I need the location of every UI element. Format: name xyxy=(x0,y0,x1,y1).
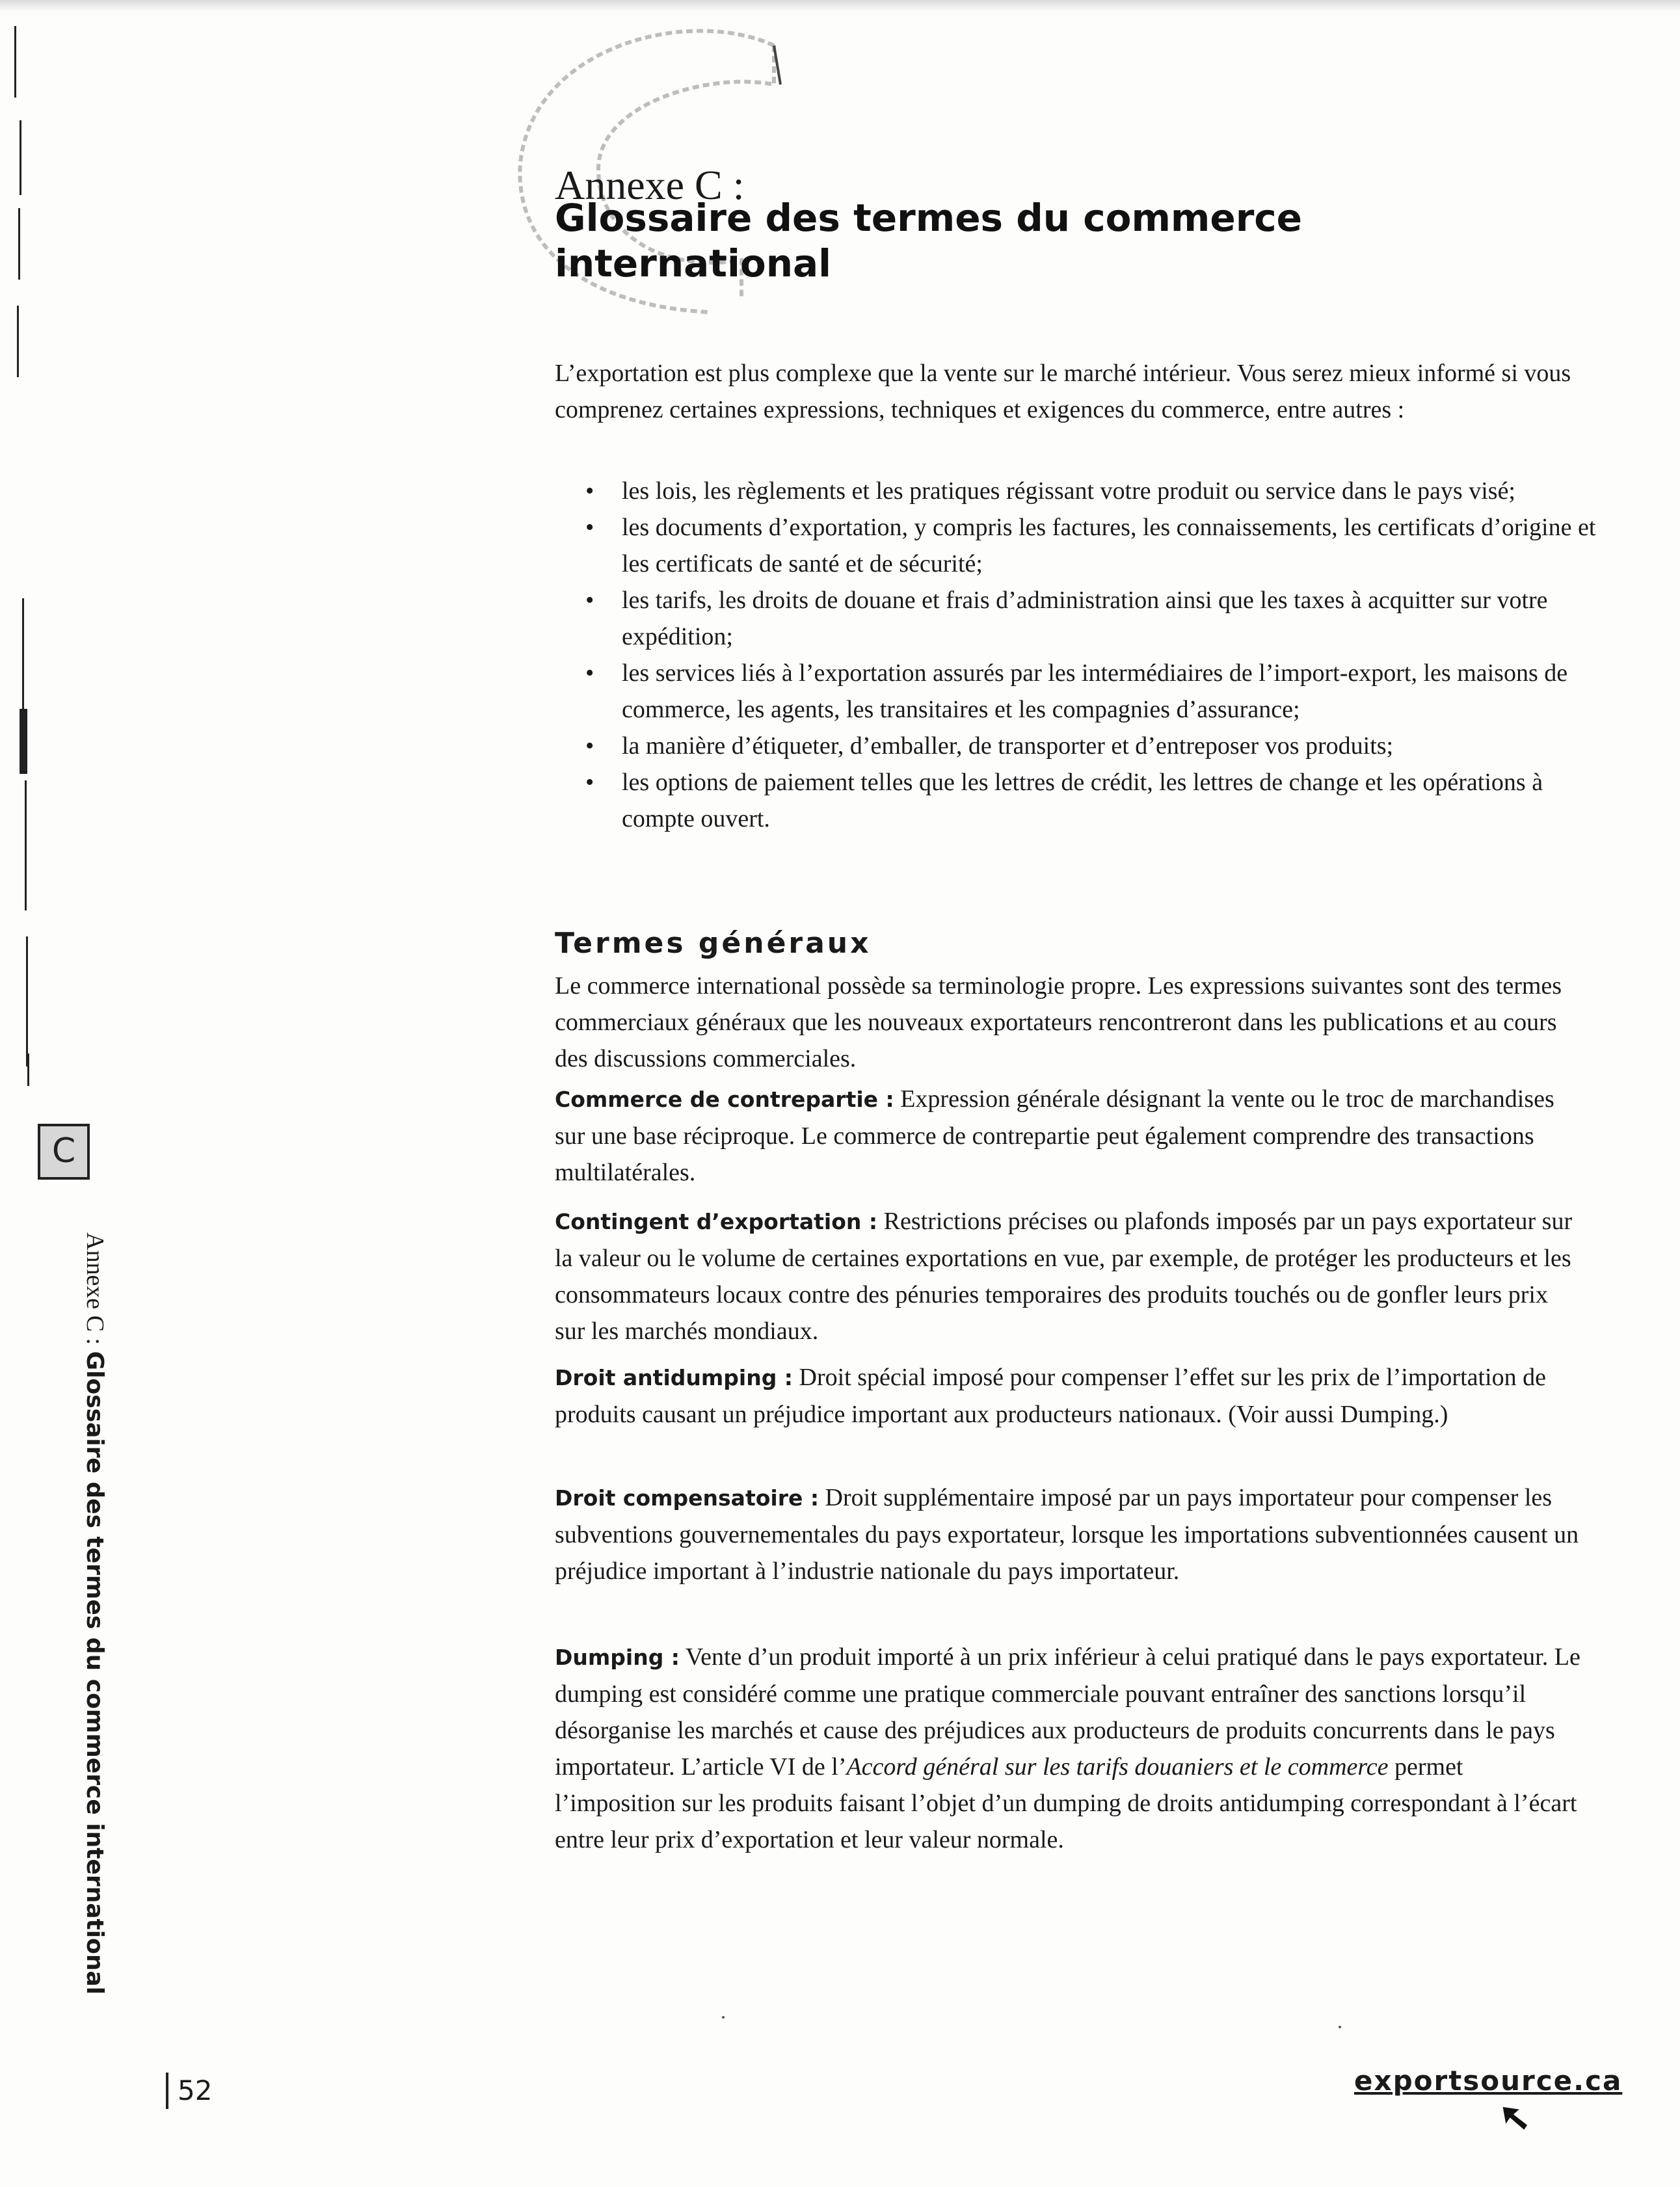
list-item-text: les documents d’exportation, y compris les factures, les connaissements, les certificats d’origine et les certificats de santé et de sécurité; xyxy=(622,514,1596,577)
glossary-entry xyxy=(555,1081,1582,1191)
vertical-title-prefix: Annexe C : xyxy=(81,1232,109,1345)
bullet-icon: • xyxy=(585,587,594,614)
scan-edge-line xyxy=(17,306,19,377)
scan-edge-line xyxy=(22,598,24,715)
scan-edge-line xyxy=(18,208,20,280)
glossary-definition: Expression générale désignant la vente ou le troc de marchandises sur une base réciproque. Le commerce de contrepartie peut également comprendre des transactions multilatérales. xyxy=(555,1085,1554,1186)
bullet-icon: • xyxy=(585,514,594,541)
list-item xyxy=(585,473,1613,509)
scan-edge-line xyxy=(26,936,28,1067)
bullet-icon: • xyxy=(585,477,594,505)
bullet-icon: • xyxy=(585,732,594,760)
glossary-definition: Vente d’un produit importé à un prix inférieur à celui pratiqué dans le pays exportateur. Le dumping est considéré comme une pratique commerciale pouvant entraîner des sanctions lorsqu’il désorganise les marchés et cause des préjudices aux producteurs de produits concurrents dans le pays importateur. L’article VI de l’ xyxy=(555,1643,1580,1781)
glossary-term: Commerce de contrepartie : xyxy=(555,1087,894,1112)
bullet-icon: • xyxy=(585,769,594,796)
arrow-cursor-icon xyxy=(1502,2102,1535,2134)
scan-speck xyxy=(722,2016,725,2019)
glossary-definition: Restrictions précises ou plafonds imposés par un pays exportateur sur la valeur ou le volume de certaines exportations en vue, par exemple, de protéger les producteurs et les consommateurs locaux contre des pénuries temporaires des produits touchés ou de gonfler leurs prix sur les marchés mondiaux. xyxy=(555,1208,1573,1345)
list-item xyxy=(585,655,1613,728)
glossary-definition-italic: Accord général sur les tarifs douaniers et le commerce xyxy=(846,1753,1389,1781)
scan-edge-line xyxy=(20,709,27,774)
list-item xyxy=(585,764,1613,837)
list-item xyxy=(585,728,1613,764)
scan-edge-line xyxy=(14,26,16,98)
vertical-title-text: Glossaire des termes du commerce international xyxy=(81,1351,108,1995)
list-item-text: les tarifs, les droits de douane et frais d’administration ainsi que les taxes à acquitter sur votre expédition; xyxy=(622,587,1548,650)
list-item xyxy=(585,582,1613,655)
glossary-entry xyxy=(555,1359,1582,1433)
list-item-text: les services liés à l’exportation assurés par les intermédiaires de l’import-export, les maisons de commerce, les agents, les transitaires et les compagnies d’assurance; xyxy=(622,659,1568,723)
glossary-entry xyxy=(555,1203,1582,1349)
glossary-entry xyxy=(555,1639,1582,1858)
requirements-list xyxy=(585,473,1613,837)
scan-edge-line xyxy=(20,120,21,195)
glossary-entry xyxy=(555,1479,1582,1589)
scan-speck xyxy=(1339,2026,1341,2028)
chapter-tab-letter: C xyxy=(38,1124,90,1180)
annexe-label: Annexe C : xyxy=(555,162,745,208)
page-number: 52 xyxy=(166,2073,212,2109)
glossary-definition: permet l’imposition sur les produits faisant l’objet d’un dumping de droits antidumping correspondant à l’écart entre leur prix d’exportation et leur valeur normale. xyxy=(555,1753,1577,1853)
bullet-icon: • xyxy=(585,659,594,687)
glossary-term: Dumping : xyxy=(555,1645,680,1670)
vertical-running-title xyxy=(81,1232,109,1995)
glossary-term: Droit compensatoire : xyxy=(555,1485,820,1511)
list-item-text: les options de paiement telles que les lettres de crédit, les lettres de change et les opérations à compte ouvert. xyxy=(622,769,1543,832)
list-item-text: les lois, les règlements et les pratiques régissant votre produit ou service dans le pays visé; xyxy=(622,477,1515,505)
glossary-definition: Droit supplémentaire imposé par un pays importateur pour compenser les subventions gouvernementales du pays exportateur, lorsque les importations subventionnées causent un préjudice important à l’industrie nationale du pays importateur. xyxy=(555,1484,1579,1585)
glossary-term: Contingent d’exportation : xyxy=(555,1209,878,1234)
scan-edge-line xyxy=(27,1054,29,1086)
site-link[interactable]: exportsource.ca xyxy=(1354,2065,1623,2097)
scan-edge-line xyxy=(25,780,27,910)
list-item-text: la manière d’étiqueter, d’emballer, de transporter et d’entreposer vos produits; xyxy=(622,732,1394,760)
intro-paragraph: L’exportation est plus complexe que la vente sur le marché intérieur. Vous serez mieux informé si vous comprenez certaines expressions, techniques et exigences du commerce, entre autres : xyxy=(555,360,1571,423)
scan-top-edge xyxy=(0,0,1680,12)
page-title: Glossaire des termes du commerce international xyxy=(555,196,1303,285)
list-item xyxy=(585,509,1613,582)
section-title: Termes généraux xyxy=(555,927,872,960)
section-intro: Le commerce international possède sa terminologie propre. Les expressions suivantes sont des termes commerciaux généraux que les nouveaux exportateurs rencontreront dans les publications et au cours des discussions commerciales. xyxy=(555,972,1562,1072)
glossary-definition: Droit spécial imposé pour compenser l’effet sur les prix de l’importation de produits causant un préjudice important aux producteurs nationaux. (Voir aussi Dumping.) xyxy=(555,1364,1546,1428)
glossary-term: Droit antidumping : xyxy=(555,1365,793,1390)
